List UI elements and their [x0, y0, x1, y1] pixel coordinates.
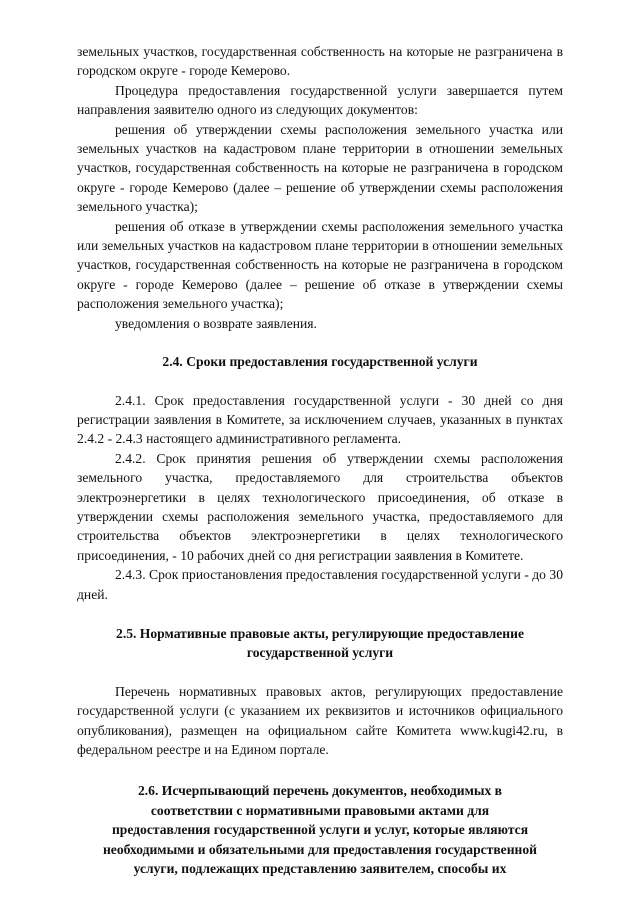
paragraph-continuation: земельных участков, государственная собственность на которые не разграничена в городском округе - городе Кемерово.	[77, 44, 563, 79]
heading-2-6-line1: 2.6. Исчерпывающий перечень документов, необходимых в	[137, 783, 503, 799]
paragraph-2-5: Перечень нормативных правовых актов, регулирующих предоставление государственной услуги (с указанием их реквизитов и источников официального опубликования), размещен на официальном сайте Комитета www.kugi42.ru, в федеральном реестре и на Едином портале.	[77, 683, 563, 757]
paragraph-approval-decision: решения об утверждении схемы расположения земельного участка или земельных участков на кадастровом плане территории в отношении земельных участков, государственная собственность на которые не разграничена в городском округе - городе Кемерово (далее – решение об утверждении схемы расположения земельного участка);	[77, 121, 563, 215]
paragraph-procedure-completion: Процедура предоставления государственной услуги завершается путем направления заявителю одного из следующих документов:	[77, 82, 563, 118]
paragraph-return-notice: уведомления о возврате заявления.	[115, 315, 317, 331]
paragraph-2-4-1: 2.4.1. Срок предоставления государственной услуги - 30 дней со дня регистрации заявления в Комитете, за исключением случаев, указанных в пунктах 2.4.2 - 2.4.3 настоящего административного регламента.	[77, 392, 563, 447]
heading-2-5-line2: государственной услуги	[246, 645, 394, 661]
heading-2-6-line3: предоставления государственной услуги и услуг, которые являются	[111, 822, 529, 838]
heading-2-6-line4: необходимыми и обязательными для предоставления государственной	[102, 841, 538, 857]
heading-2-5	[77, 624, 563, 663]
heading-2-6-line2: соответствии с нормативными правовыми актами для	[150, 802, 490, 818]
heading-2-6-line5: услуги, подлежащих представлению заявителем, способы их	[133, 861, 507, 877]
paragraph-refusal-decision: решения об отказе в утверждении схемы расположения земельного участка или земельных участков на кадастровом плане территории в отношении земельных участков, государственная собственность на которые не разграничена в городском округе - городе Кемерово (далее – решение об отказе в утверждении схемы расположения земельного участка);	[77, 218, 563, 312]
document-page	[77, 42, 563, 878]
heading-2-5-line1: 2.5. Нормативные правовые акты, регулирующие предоставление	[116, 625, 524, 641]
paragraph-2-4-3: 2.4.3. Срок приостановления предоставления государственной услуги - до 30 дней.	[77, 567, 563, 602]
heading-2-6	[77, 781, 563, 878]
heading-2-4: 2.4. Сроки предоставления государственной услуги	[162, 354, 478, 370]
paragraph-2-4-2: 2.4.2. Срок принятия решения об утверждении схемы расположения земельного участка, предоставляемого для строительства объектов электроэнергетики в целях технологического присоединения, об отказе в утверждении схемы расположения земельного участка, предоставляемого для строительства объектов электроэнергетики в целях технологического присоединения, - 10 рабочих дней со дня регистрации заявления в Комитете.	[77, 450, 563, 563]
